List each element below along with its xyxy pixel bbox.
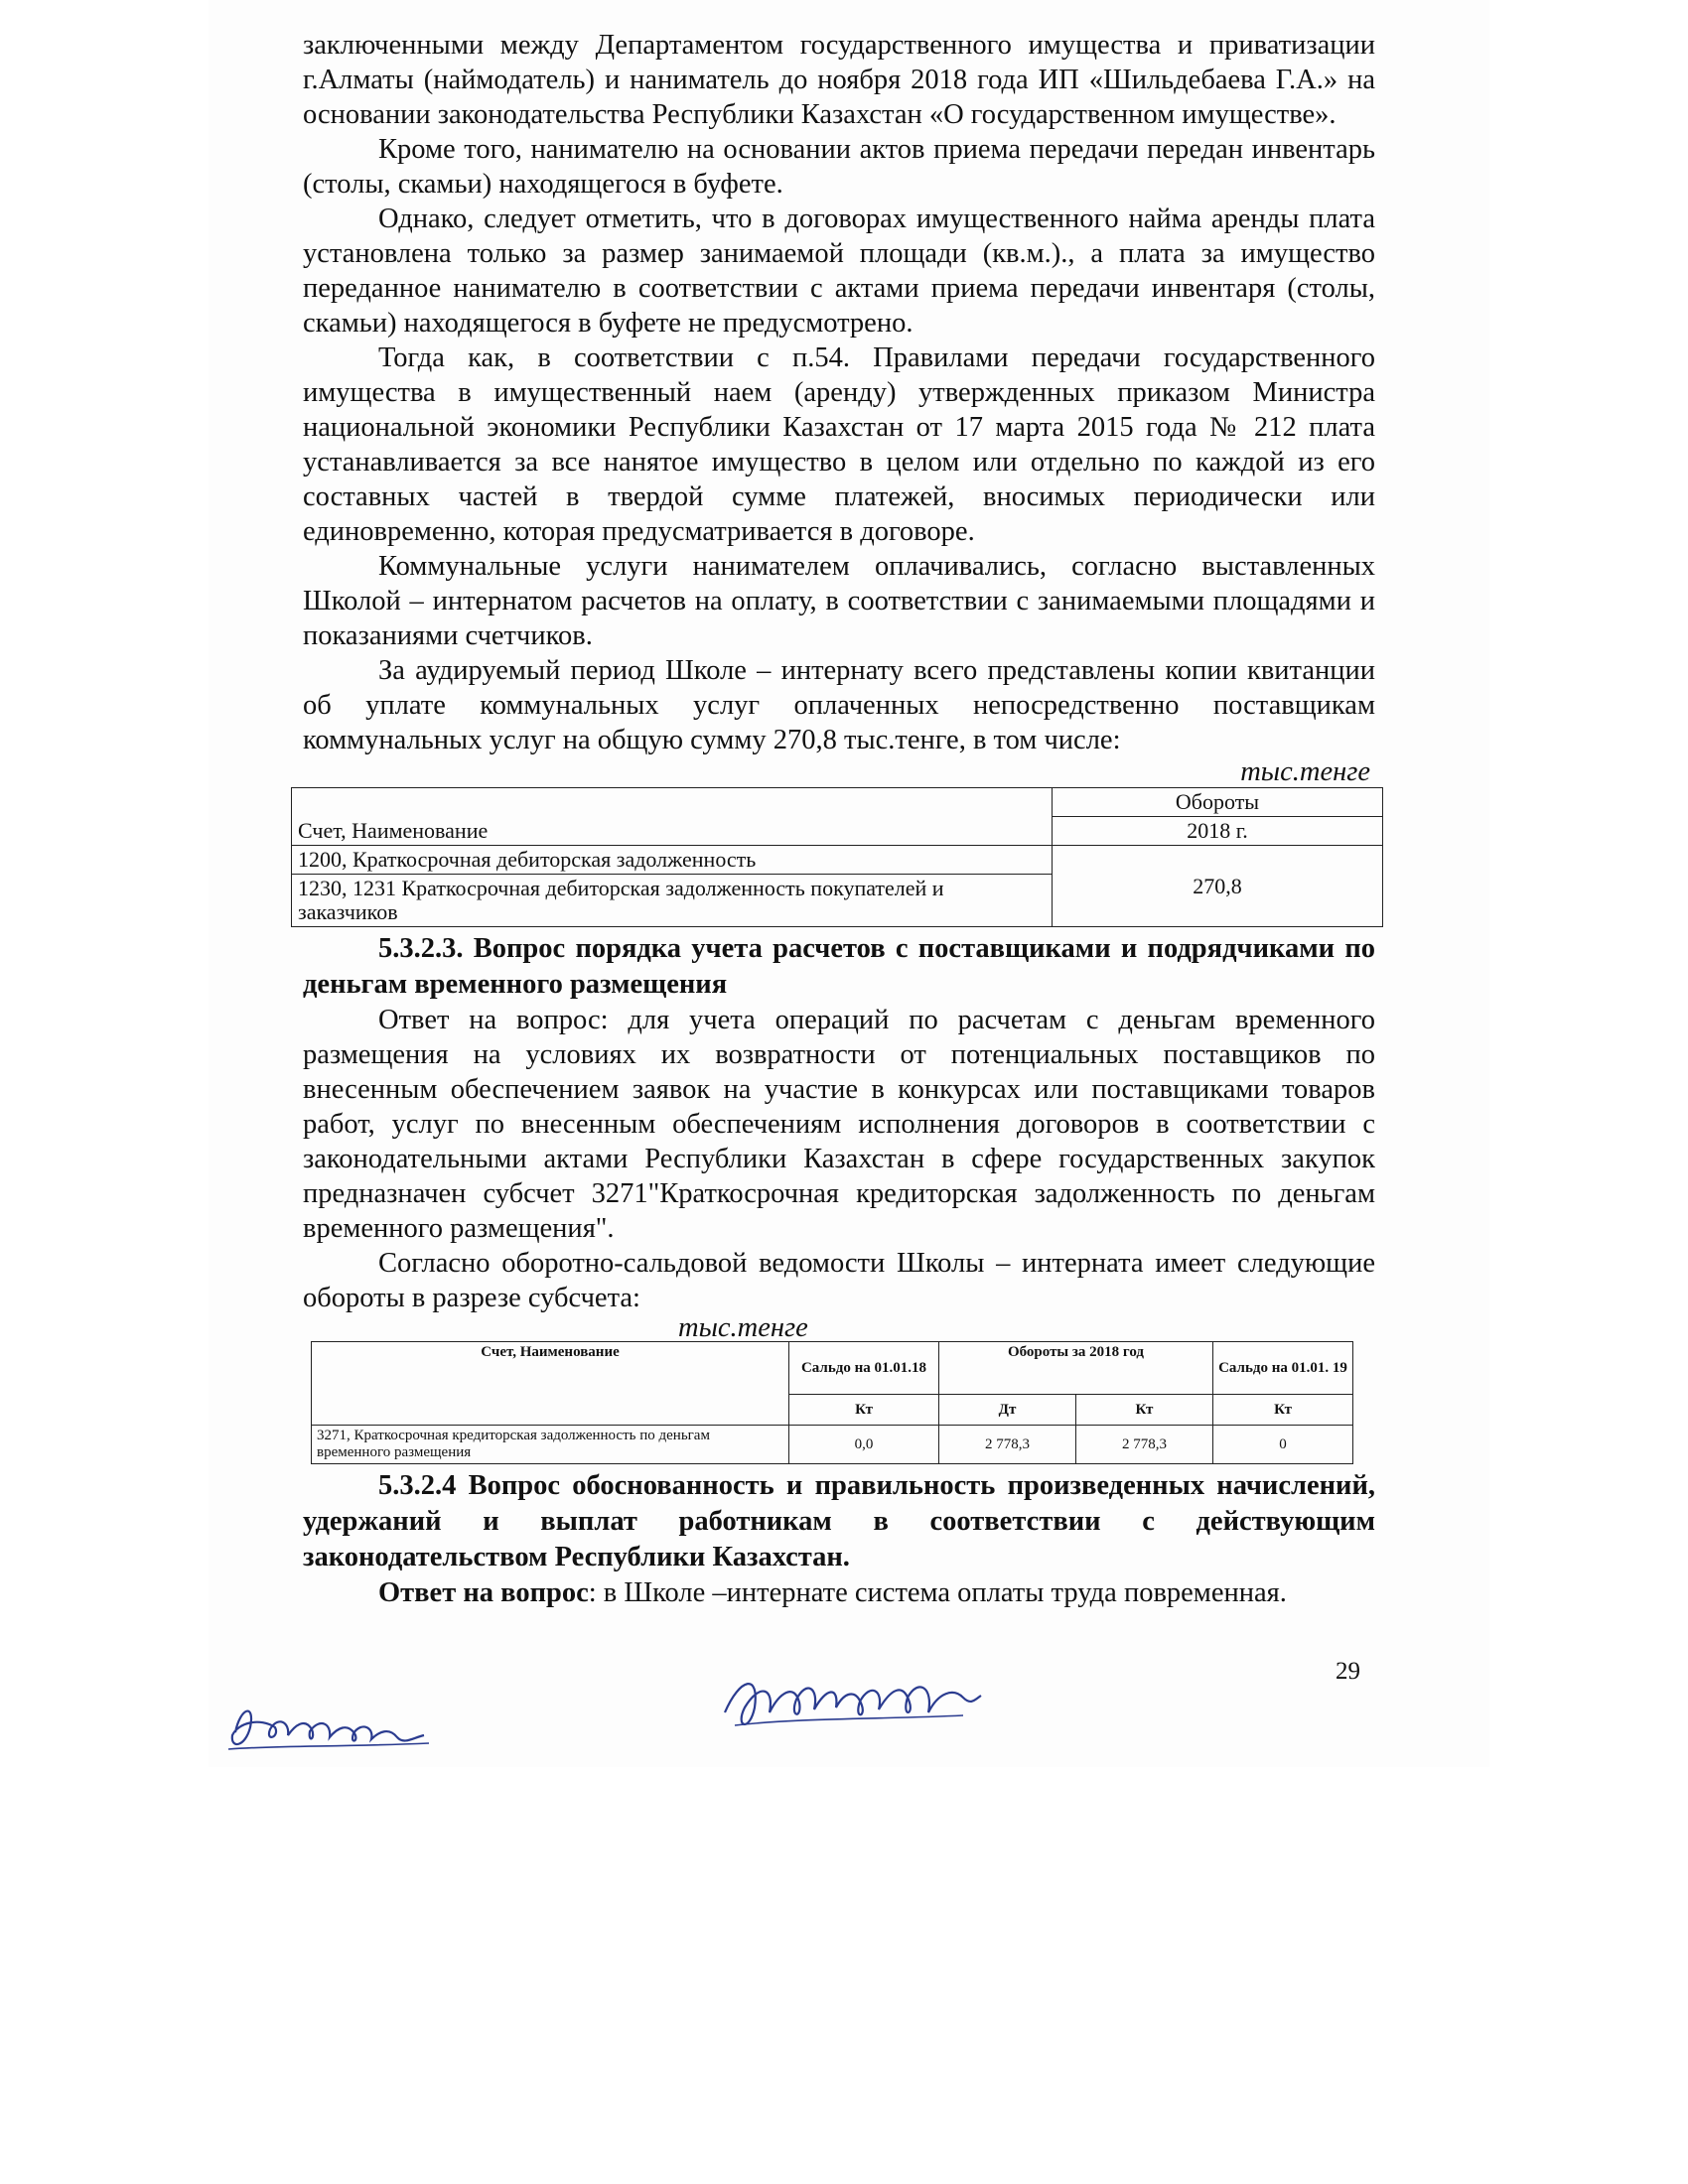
paragraph-2: Кроме того, нанимателю на основании актов приема передачи передан инвентарь (столы, скамьи) находящегося в буфете. (303, 134, 1375, 200)
table2-header-close: Сальдо на 01.01. 19 (1213, 1342, 1353, 1395)
table1-row1-name: 1200, Краткосрочная дебиторская задолженность (292, 846, 1053, 875)
paragraph-4: Тогда как, в соответствии с п.54. Правилами передачи государственного имущества в имущественный наем (аренду) утвержденных приказом Министра национальной экономики Республики Казахстан от 17 марта 2015 года № 212 плата устанавливается за все нанятое имущество в целом или отдельно по каждой из его составных частей в твердой сумме платежей, вносимых периодически или единовременно, которая предусматривается в договоре. (303, 342, 1375, 547)
table2-row-close: 0 (1213, 1426, 1353, 1464)
document-body (298, 28, 1375, 1610)
table2-header-turnover: Обороты за 2018 год (939, 1342, 1213, 1395)
turnover-table (291, 787, 1383, 927)
table2-row-open: 0,0 (789, 1426, 939, 1464)
signature-right (715, 1658, 993, 1747)
table1-header-name: Счет, Наименование (292, 788, 1053, 846)
answer-text: : в Школе –интернате система оплаты труда повременная. (588, 1577, 1287, 1608)
subaccount-table (311, 1341, 1353, 1464)
table2-row-kt: 2 778,3 (1075, 1426, 1212, 1464)
table2-unit: тыс.тенге (678, 1312, 808, 1343)
table2-header-name: Счет, Наименование (312, 1342, 789, 1426)
paragraph-5: Коммунальные услуги нанимателем оплачивались, согласно выставленных Школой – интернатом расчетов на оплату, в соответствии с занимаемыми площадями и показаниями счетчиков. (303, 551, 1375, 651)
table1-row2-value: 270,8 (1053, 846, 1383, 927)
paragraph-6: За аудируемый период Школе – интернату всего представлены копии квитанции об уплате коммунальных услуг оплаченных непосредственно поставщикам коммунальных услуг на общую сумму 270,8 тыс.тенге, в том числе: (303, 655, 1375, 755)
table2-sub-kt: Кт (1075, 1395, 1212, 1426)
paragraph-1: заключенными между Департаментом государственного имущества и приватизации г.Алматы (наймодатель) и наниматель до ноября 2018 года ИП «Шильдебаева Г.А.» на основании законодательства Республики Казахстан «О государственном имуществе». (303, 30, 1375, 130)
table1-row2-name: 1230, 1231 Краткосрочная дебиторская задолженность покупателей и заказчиков (292, 875, 1053, 927)
paragraph-3: Однако, следует отметить, что в договорах имущественного найма аренды плата установлена только за размер занимаемой площади (кв.м.)., а плата за имущество переданное нанимателю в соответствии с актами приема передачи инвентаря (столы, скамьи) находящегося в буфете не предусмотрено. (303, 204, 1375, 339)
section2-answer (303, 1575, 1375, 1610)
table2-row-name: 3271, Краткосрочная кредиторская задолженность по деньгам временного размещения (312, 1426, 789, 1464)
table2-sub-dt: Дт (939, 1395, 1076, 1426)
table2-sub-kt-close: Кт (1213, 1395, 1353, 1426)
table2-header-open: Сальдо на 01.01.18 (789, 1342, 939, 1395)
table1-header-turnover: Обороты (1053, 788, 1383, 817)
section-heading-5-3-2-3: 5.3.2.3. Вопрос порядка учета расчетов с поставщиками и подрядчиками по деньгам временного размещения (303, 933, 1375, 1000)
answer-label: Ответ на вопрос (378, 1577, 589, 1608)
table2-sub-kt-open: Кт (789, 1395, 939, 1426)
signature-left (220, 1688, 439, 1767)
section-heading-5-3-2-4: 5.3.2.4 Вопрос обоснованность и правильность произведенных начислений, удержаний и выплат работникам в соответствии с действующим законодательством Республики Казахстан. (303, 1470, 1375, 1572)
section1-answer: Ответ на вопрос: для учета операций по расчетам с деньгам временного размещения на условиях их возвратности от потенциальных поставщиков по внесенным обеспечением заявок на участие в конкурсах или поставщиками товаров работ, услуг по внесенным обеспечениям исполнения договоров в соответствии с законодательными актами Республики Казахстан в сфере государственных закупок предназначен субсчет 3271"Краткосрочная кредиторская задолженность по деньгам временного размещения". (303, 1005, 1375, 1244)
table1-unit: тыс.тенге (1240, 756, 1370, 787)
table1-header-year: 2018 г. (1053, 817, 1383, 846)
page-number: 29 (1336, 1658, 1360, 1685)
section1-intro: Согласно оборотно-сальдовой ведомости Школы – интерната имеет следующие обороты в разрезе субсчета: (303, 1248, 1375, 1313)
table2-row-dt: 2 778,3 (939, 1426, 1076, 1464)
